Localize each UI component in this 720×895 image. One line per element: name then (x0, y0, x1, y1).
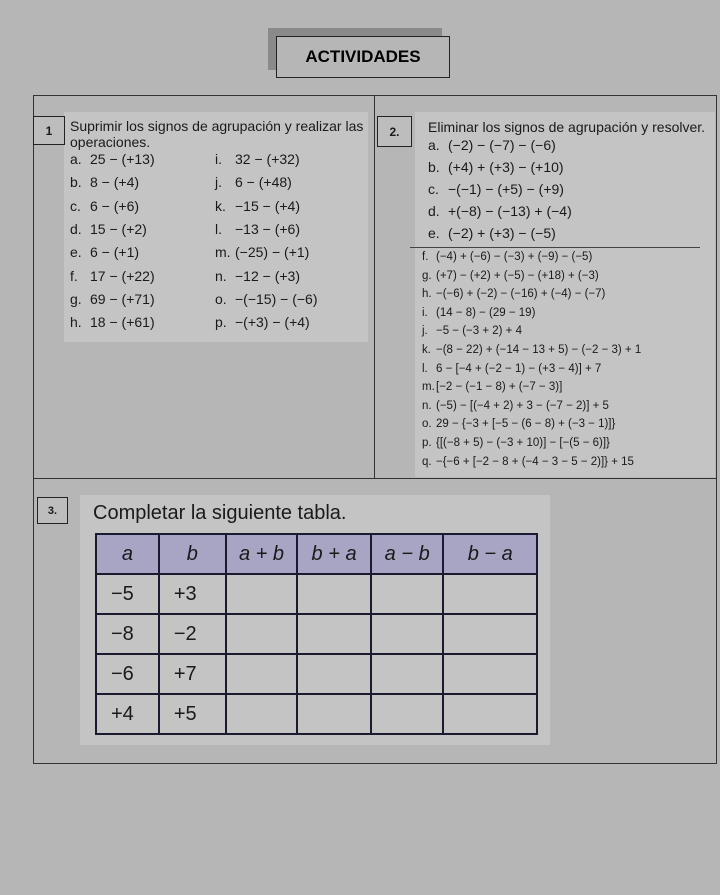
exercise-expression: −5 − (−3 + 2) + 4 (436, 325, 522, 338)
answer-cell[interactable] (297, 574, 371, 614)
exercise-label: m. (215, 244, 231, 261)
exercise-item (422, 288, 605, 300)
exercise-expression: 6 − [−4 + (−2 − 1) − (+3 − 4)] + 7 (436, 362, 602, 375)
exercise-expression: 18 − (+61) (90, 314, 155, 331)
answer-cell[interactable] (297, 614, 371, 654)
exercise-label: g. (70, 290, 82, 307)
exercise-expression: (−4) + (−6) − (−3) + (−9) − (−5) (436, 251, 593, 263)
table-row (96, 574, 537, 614)
exercise-item (70, 174, 139, 190)
answer-cell[interactable] (226, 654, 298, 694)
section2-instruction: Eliminar los signos de agrupación y resolver. (428, 119, 706, 135)
exercise-expression: 29 − {−3 + [−5 − (6 − 8) + (−3 − 1)]} (436, 418, 616, 431)
answer-cell[interactable] (226, 574, 298, 614)
exercise-label: j. (215, 174, 222, 191)
answer-cell[interactable] (297, 654, 371, 694)
exercise-label: d. (428, 203, 440, 219)
exercise-item (422, 437, 610, 449)
exercise-expression: −{−6 + [−2 − 8 + (−4 − 3 − 5 − 2)]} + 15 (436, 455, 634, 468)
table-cell: −5 (96, 574, 159, 614)
exercise-label: c. (428, 181, 439, 197)
exercise-label: l. (422, 362, 428, 375)
exercise-item (215, 151, 300, 167)
exercise-expression: 32 − (+32) (235, 151, 300, 167)
exercise-label: m. (422, 381, 435, 394)
section3-number: 3. (37, 497, 68, 524)
exercise-label: g. (422, 269, 432, 282)
row-divider (33, 478, 716, 479)
column-header: b (159, 534, 226, 574)
exercise-label: a. (428, 137, 440, 153)
exercise-expression: −(8 − 22) + (−14 − 13 + 5) − (−2 − 3) + 1 (436, 344, 642, 356)
exercise-item (70, 314, 155, 330)
exercise-item (422, 270, 599, 282)
exercise-label: o. (215, 290, 227, 307)
completion-table (95, 533, 538, 735)
exercise-label: i. (215, 151, 222, 167)
exercise-item (422, 344, 641, 356)
exercise-expression: −(−6) + (−2) − (−16) + (−4) − (−7) (436, 288, 606, 301)
exercise-item (215, 221, 300, 237)
exercise-label: e. (70, 244, 82, 261)
answer-cell[interactable] (443, 694, 537, 734)
table-cell: −2 (159, 614, 226, 654)
exercise-expression: 6 − (+6) (90, 197, 140, 214)
answer-cell[interactable] (371, 694, 444, 734)
column-divider (374, 95, 375, 478)
exercise-expression: 15 − (+2) (90, 220, 147, 237)
exercise-expression: 25 − (+13) (90, 151, 155, 167)
answer-cell[interactable] (371, 574, 444, 614)
table-cell: +5 (159, 694, 226, 734)
table-row (96, 694, 537, 734)
exercise-item (215, 268, 300, 284)
section1-instruction: Suprimir los signos de agrupación y realizar las operaciones. (70, 118, 364, 150)
exercise-item (428, 137, 556, 153)
answer-cell[interactable] (371, 654, 444, 694)
exercise-expression: (−2) + (+3) − (−5) (448, 225, 556, 241)
exercise-label: e. (428, 225, 440, 241)
exercise-expression: (14 − 8) − (29 − 19) (436, 306, 536, 319)
exercise-label: h. (422, 288, 432, 301)
column-header: b − a (443, 534, 537, 574)
exercise-label: h. (70, 314, 82, 331)
exercise-item (428, 203, 572, 219)
table-cell: +7 (159, 654, 226, 694)
table-row (96, 654, 537, 694)
exercise-item (70, 268, 155, 284)
exercise-expression: {[(−8 + 5) − (−3 + 10)] − [−(5 − 6)]} (436, 437, 610, 449)
exercise-label: n. (422, 399, 432, 412)
exercise-item (215, 174, 292, 190)
exercise-label: n. (215, 267, 227, 284)
exercise-expression: −15 − (+4) (235, 197, 300, 214)
exercise-expression: −(−15) − (−6) (235, 290, 318, 307)
exercise-label: b. (70, 174, 82, 191)
exercise-label: q. (422, 455, 432, 468)
table-cell: +4 (96, 694, 159, 734)
column-header: a + b (226, 534, 298, 574)
exercise-label: p. (215, 314, 227, 331)
table-cell: −8 (96, 614, 159, 654)
answer-cell[interactable] (226, 614, 298, 654)
exercise-label: k. (422, 344, 431, 356)
exercise-expression: (−25) − (+1) (235, 244, 310, 261)
section2-number: 2. (377, 116, 412, 147)
exercise-label: k. (215, 197, 226, 214)
exercise-expression: (+7) − (+2) + (−5) − (+18) + (−3) (436, 269, 599, 282)
exercise-expression: +(−8) − (−13) + (−4) (448, 203, 572, 219)
exercise-expression: 69 − (+71) (90, 290, 155, 307)
exercise-label: f. (422, 251, 429, 263)
exercise-expression: (−5) − [(−4 + 2) + 3 − (−7 − 2)] + 5 (436, 399, 609, 412)
exercise-expression: −(−1) − (+5) − (+9) (448, 181, 564, 197)
exercise-item (215, 291, 318, 307)
exercise-expression: −13 − (+6) (235, 220, 300, 237)
column-header: a − b (371, 534, 444, 574)
exercise-expression: −(+3) − (+4) (235, 314, 310, 331)
exercise-item (70, 198, 139, 214)
exercise-item (422, 307, 535, 319)
column-header: b + a (297, 534, 371, 574)
exercise-item (428, 181, 564, 197)
table-body (96, 574, 537, 734)
exercise-label: c. (70, 197, 81, 214)
table-row (96, 614, 537, 654)
exercise-item (428, 225, 556, 241)
exercise-label: b. (428, 159, 440, 175)
exercise-expression: −12 − (+3) (235, 267, 300, 284)
exercise-label: a. (70, 151, 82, 167)
answer-cell[interactable] (443, 614, 537, 654)
exercise-item (215, 198, 300, 214)
section2-separator (410, 247, 700, 248)
exercise-expression: (+4) + (+3) − (+10) (448, 159, 564, 175)
exercise-label: o. (422, 418, 432, 431)
exercise-expression: 6 − (+1) (90, 244, 140, 261)
exercise-label: i. (422, 306, 428, 319)
exercise-label: j. (422, 325, 428, 338)
exercise-expression: (−2) − (−7) − (−6) (448, 137, 556, 153)
exercise-item (70, 244, 139, 260)
exercise-expression: 6 − (+48) (235, 174, 292, 191)
answer-cell[interactable] (297, 694, 371, 734)
exercise-item (422, 251, 592, 263)
table-cell: −6 (96, 654, 159, 694)
exercise-expression: 17 − (+22) (90, 267, 155, 284)
exercise-item (428, 159, 564, 175)
exercise-item (422, 418, 615, 430)
answer-cell[interactable] (443, 654, 537, 694)
section3-instruction: Completar la siguiente tabla. (93, 502, 347, 524)
table-cell: +3 (159, 574, 226, 614)
exercise-item (422, 325, 522, 337)
answer-cell[interactable] (226, 694, 298, 734)
exercise-label: f. (70, 267, 78, 284)
exercise-expression: [−2 − (−1 − 8) + (−7 − 3)] (436, 381, 563, 394)
exercise-item (70, 151, 155, 167)
answer-cell[interactable] (443, 574, 537, 614)
exercise-item (422, 400, 609, 412)
table-header-row (96, 534, 537, 574)
exercise-item (215, 314, 310, 330)
exercise-item (70, 291, 155, 307)
exercise-item (422, 381, 562, 393)
answer-cell[interactable] (371, 614, 444, 654)
exercise-label: d. (70, 220, 82, 237)
section1-number: 1 (33, 116, 65, 145)
exercise-expression: 8 − (+4) (90, 174, 140, 191)
exercise-label: l. (215, 220, 222, 237)
exercise-item (215, 244, 309, 260)
exercise-label: p. (422, 437, 432, 449)
exercise-item (422, 363, 601, 375)
page-title: ACTIVIDADES (276, 36, 450, 78)
exercise-item (422, 456, 634, 468)
column-header: a (96, 534, 159, 574)
exercise-item (70, 221, 147, 237)
